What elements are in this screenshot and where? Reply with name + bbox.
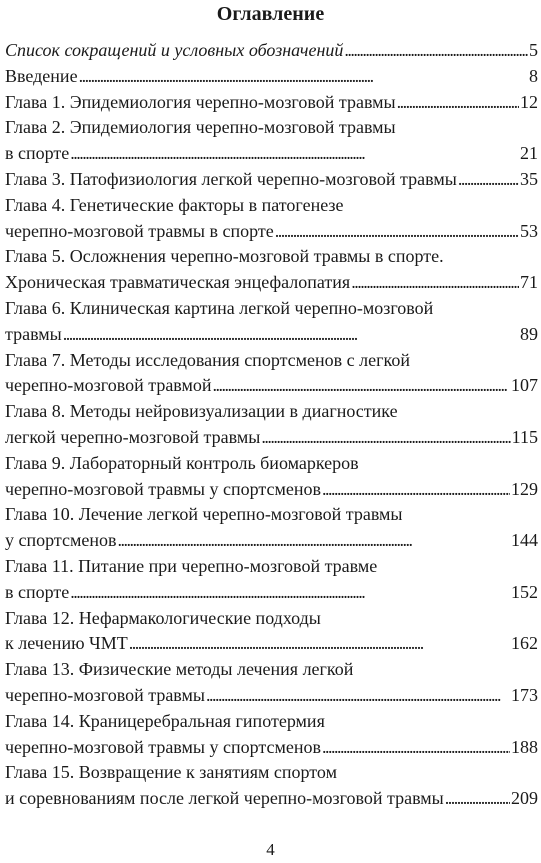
toc-page-number: 8 <box>529 65 538 86</box>
toc-entry-text: Глава 14. Краницеребральная гипотермия <box>5 710 325 731</box>
toc-page-number: 89 <box>520 323 538 344</box>
toc-entry <box>5 348 538 400</box>
toc-entry-text: Глава 8. Методы нейровизуализации в диагностике <box>5 401 398 422</box>
dot-leader <box>63 322 519 348</box>
toc-page-number: 129 <box>511 478 538 499</box>
dot-leader <box>322 477 510 503</box>
dot-leader <box>397 90 519 116</box>
toc-entry-last-line <box>5 38 538 64</box>
toc-entry-text: черепно-мозговой травмы в спорте <box>5 220 274 241</box>
dot-leader <box>70 141 519 167</box>
toc-entry <box>5 90 538 116</box>
toc-entry-text: Список сокращений и условных обозначений <box>5 40 344 60</box>
dot-leader <box>445 786 510 812</box>
dot-leader <box>70 580 510 606</box>
toc-entry <box>5 115 538 167</box>
toc-entry-text: Глава 11. Питание при черепно-мозговой травме <box>5 555 378 576</box>
toc-entry-text: черепно-мозговой травмы <box>5 684 205 705</box>
toc-page-number: 173 <box>511 684 538 705</box>
toc-entry <box>5 167 538 193</box>
toc-entry-text: Глава 15. Возвращение к занятиям спортом <box>5 762 337 783</box>
toc-entry <box>5 554 538 606</box>
toc-entry-text: Глава 10. Лечение легкой черепно-мозговой травмы <box>5 504 403 525</box>
dot-leader <box>117 528 510 554</box>
toc-page-number: 12 <box>520 91 538 112</box>
toc-entry <box>5 244 538 296</box>
toc-entry-last-line <box>5 528 538 554</box>
toc-entry-last-line <box>5 167 538 193</box>
toc-page-number: 152 <box>511 581 538 602</box>
page-title: Оглавление <box>216 3 325 25</box>
toc-entry <box>5 760 538 812</box>
toc-entry-text: травмы <box>5 323 62 344</box>
toc-page-number: 188 <box>511 736 538 757</box>
toc-entry <box>5 606 538 658</box>
toc-entry-text: в спорте <box>5 143 70 164</box>
toc-entry-text: Глава 6. Клиническая картина легкой черепно-мозговой <box>5 297 434 318</box>
toc-entry-text: Введение <box>5 65 78 86</box>
toc-entry <box>5 657 538 709</box>
dot-leader <box>322 735 510 761</box>
toc-entry <box>5 193 538 245</box>
dot-leader <box>351 270 519 296</box>
toc-entry <box>5 38 538 64</box>
toc-page-number: 209 <box>511 788 538 809</box>
toc-entry-last-line <box>5 580 538 606</box>
toc-entry <box>5 399 538 451</box>
toc-page-number: 162 <box>511 633 538 654</box>
toc-entry-text: Глава 1. Эпидемиология черепно-мозговой травмы <box>5 91 396 112</box>
toc-page-number: 53 <box>520 220 538 241</box>
toc-entry-text: Глава 12. Нефармакологические подходы <box>5 607 321 628</box>
toc-entry <box>5 709 538 761</box>
toc-entry-text: Глава 13. Физические методы лечения легкой <box>5 659 354 680</box>
toc-entry-text: Глава 3. Патофизиология легкой черепно-мозговой травмы <box>5 168 457 189</box>
toc-entry-text: Глава 4. Генетические факторы в патогенезе <box>5 194 344 215</box>
toc-page-number: 144 <box>511 530 538 551</box>
toc-entry-text: у спортсменов <box>5 530 117 551</box>
table-of-contents <box>5 38 538 812</box>
toc-page-number: 107 <box>511 375 538 396</box>
toc-entry <box>5 451 538 503</box>
toc-entry <box>5 64 538 90</box>
toc-entry-last-line <box>5 270 538 296</box>
toc-entry-last-line <box>5 477 538 503</box>
toc-entry-text: и соревнованиям после легкой черепно-мозговой травмы <box>5 788 444 809</box>
toc-entry-last-line <box>5 90 538 116</box>
toc-entry-last-line <box>5 64 538 90</box>
toc-page-number: 35 <box>520 168 538 189</box>
toc-entry <box>5 296 538 348</box>
toc-entry-last-line <box>5 631 538 657</box>
page-number: 4 <box>266 840 275 859</box>
toc-entry-last-line <box>5 322 538 348</box>
dot-leader <box>79 64 528 90</box>
toc-entry-last-line <box>5 425 538 451</box>
dot-leader <box>344 38 528 64</box>
toc-page-number: 71 <box>520 272 538 293</box>
toc-entry-text: легкой черепно-мозговой травмы <box>5 426 261 447</box>
dot-leader <box>129 631 510 657</box>
toc-entry-last-line <box>5 219 538 245</box>
toc-entry-last-line <box>5 735 538 761</box>
toc-entry-text: черепно-мозговой травмы у спортсменов <box>5 736 321 757</box>
toc-entry-last-line <box>5 373 538 399</box>
dot-leader <box>261 425 510 451</box>
toc-entry-last-line <box>5 141 538 167</box>
dot-leader <box>458 167 519 193</box>
toc-page-number: 115 <box>511 426 538 447</box>
toc-page-number: 5 <box>529 40 538 60</box>
dot-leader <box>213 373 510 399</box>
toc-entry-text: Хроническая травматическая энцефалопатия <box>5 272 351 293</box>
dot-leader <box>275 219 519 245</box>
toc-entry-last-line <box>5 786 538 812</box>
toc-entry-text: Глава 7. Методы исследования спортсменов с легкой <box>5 349 410 370</box>
toc-entry-text: черепно-мозговой травмой <box>5 375 212 396</box>
toc-entry-last-line <box>5 683 538 709</box>
toc-entry-text: черепно-мозговой травмы у спортсменов <box>5 478 321 499</box>
toc-entry-text: Глава 2. Эпидемиология черепно-мозговой травмы <box>5 117 396 138</box>
toc-entry-text: Глава 5. Осложнения черепно-мозговой травмы в спорте. <box>5 246 444 267</box>
toc-entry-text: к лечению ЧМТ <box>5 633 128 654</box>
dot-leader <box>206 683 510 709</box>
toc-page-number: 21 <box>520 143 538 164</box>
toc-entry-text: в спорте <box>5 581 70 602</box>
toc-entry-text: Глава 9. Лабораторный контроль биомаркеров <box>5 452 359 473</box>
toc-entry <box>5 502 538 554</box>
